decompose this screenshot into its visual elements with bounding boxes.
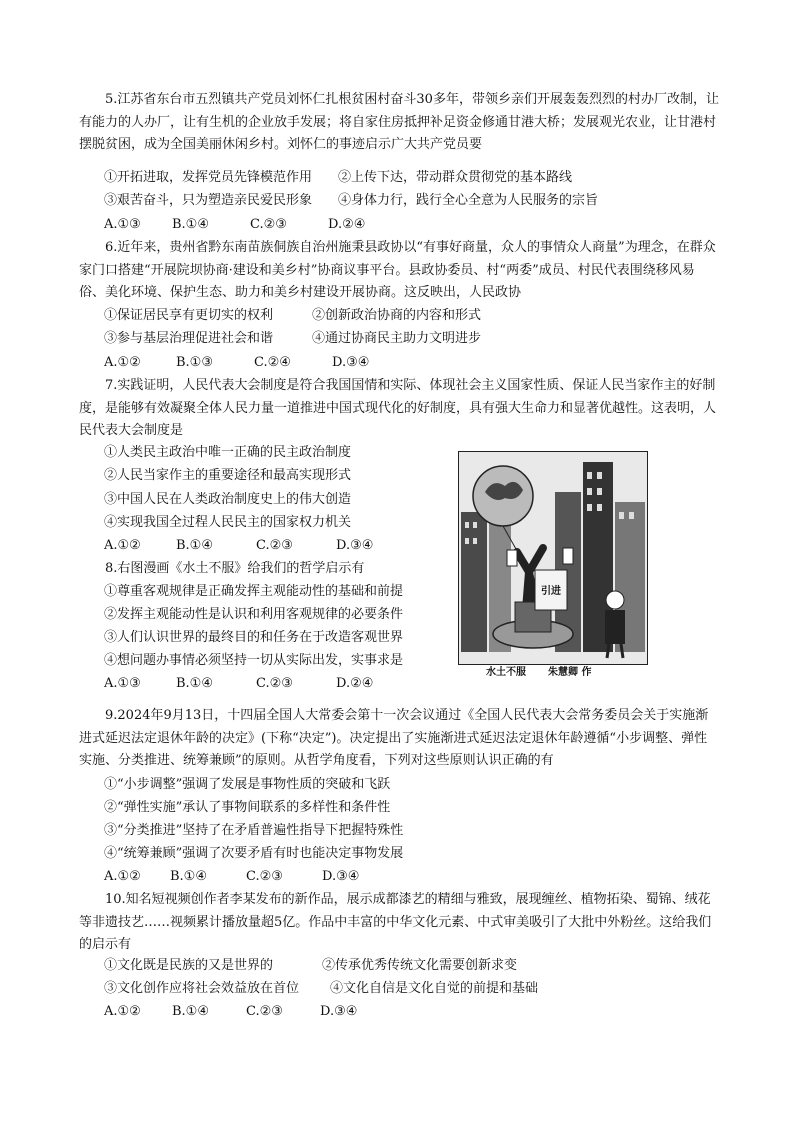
question-8-stem: 8.右图漫画《水土不服》给我们的哲学启示有 — [105, 561, 365, 576]
question-5-statements-row2 — [104, 190, 598, 213]
q7-answer-b[interactable]: B.①④ — [176, 538, 213, 553]
q10-answer-a[interactable]: A.①② — [104, 1004, 141, 1019]
question-6-answers — [104, 352, 369, 375]
q9-answer-d[interactable]: D.③④ — [322, 869, 360, 884]
question-6-statements-row1 — [104, 305, 481, 328]
cartoon-image — [458, 451, 648, 665]
q6-statement-2: ②创新政治协商的内容和形式 — [312, 308, 482, 323]
q9-answer-a[interactable]: A.①② — [104, 869, 141, 884]
q7-answer-c[interactable]: C.②③ — [256, 538, 293, 553]
question-9-stem: 9.2024年9月13日，十四届全国人大常委会第十一次会议通过《全国人民代表大会常务委员会关于实施渐进式延迟法定退休年龄的决定》(下称“决定”)。决定提出了实施渐进式延迟法定退休年龄遵循“小步调整、弹性实施、分类推进、统筹兼顾”的原则。从哲学角度看，下列对这些原则认识正确的有 — [79, 708, 709, 768]
cartoon-title: 水土不服 — [486, 667, 526, 678]
q8-answer-d[interactable]: D.②④ — [336, 676, 374, 691]
q8-answer-b[interactable]: B.①④ — [176, 676, 213, 691]
q10-statement-2: ②传承优秀传统文化需要创新求变 — [322, 958, 518, 973]
question-10-stem: 10.知名短视频创作者李某发布的新作品，展示成都漆艺的精细与雅致，展现缠丝、植物拓染、蜀锦、绒花等非遗技艺……视频累计播放量超5亿。作品中丰富的中华文化元素、中式审美吸引了大批中外粉丝。这给我们的启示有 — [79, 892, 712, 952]
cartoon-sign-text: 引进 — [541, 586, 561, 597]
q6-statement-1: ①保证居民享有更切实的权利 — [104, 308, 274, 323]
q8-statement-3: ③人们认识世界的最终目的和任务在于改造客观世界 — [104, 630, 404, 645]
cartoon-author: 朱慧卿 作 — [548, 667, 592, 678]
q5-statement-1: ①开拓进取，发挥党员先锋模范作用 — [104, 170, 313, 185]
q8-answer-a[interactable]: A.①③ — [104, 676, 141, 691]
q9-statement-4: ④“统筹兼顾”强调了次要矛盾有时也能决定事物发展 — [104, 846, 404, 861]
q7-answer-a[interactable]: A.①② — [104, 538, 141, 553]
q6-answer-b[interactable]: B.①③ — [176, 355, 213, 370]
question-5-answers — [104, 214, 365, 237]
q5-statement-3: ③艰苦奋斗，只为塑造亲民爱民形象 — [104, 193, 313, 208]
q6-answer-c[interactable]: C.②④ — [254, 355, 291, 370]
q10-statement-3: ③文化创作应将社会效益放在首位 — [104, 981, 300, 996]
q8-statement-4: ④想问题办事情必须坚持一切从实际出发，实事求是 — [104, 653, 404, 668]
question-5-stem: 5.江苏省东台市五烈镇共产党员刘怀仁扎根贫困村奋斗30多年，带领乡亲们开展轰轰烈烈的村办厂改制，让有能力的人办厂，让有生机的企业放手发展；将自家住房抵押补足资金修通甘港大桥；发展观光农业，让甘港村摆脱贫困，成为全国美丽休闲乡村。刘怀仁的事迹启示广大共产党员要 — [79, 92, 719, 152]
cartoon-caption — [486, 666, 613, 680]
q5-statement-4: ④身体力行，践行全心全意为人民服务的宗旨 — [338, 193, 599, 208]
q7-statement-1: ①人类民主政治中唯一正确的民主政治制度 — [104, 445, 352, 460]
question-10-answers — [104, 1001, 357, 1024]
question-7-answers — [104, 535, 373, 558]
question-10-statements-row1 — [104, 955, 517, 978]
q9-statement-2: ②“弹性实施”承认了事物间联系的多样性和条件性 — [104, 800, 391, 815]
q8-statement-1: ①尊重客观规律是正确发挥主观能动性的基础和前提 — [104, 584, 404, 599]
q5-answer-b[interactable]: B.①④ — [172, 217, 209, 232]
q10-answer-b[interactable]: B.①④ — [172, 1004, 209, 1019]
q7-statement-3: ③中国人民在人类政治制度史上的伟大创造 — [104, 492, 352, 507]
question-7-stem: 7.实践证明，人民代表大会制度是符合我国国情和实际、体现社会主义国家性质、保证人民当家作主的好制度，是能够有效凝聚全体人民力量一道推进中国式现代化的好制度，具有强大生命力和显著优越性。这表明，人民代表大会制度是 — [79, 378, 717, 438]
q8-statement-2: ②发挥主观能动性是认识和利用客观规律的必要条件 — [104, 607, 404, 622]
q10-answer-c[interactable]: C.②③ — [246, 1004, 283, 1019]
question-9-answers — [104, 866, 359, 889]
question-6-statements-row2 — [104, 328, 481, 351]
question-5-statements-row1 — [104, 167, 572, 190]
q5-answer-c[interactable]: C.②③ — [250, 217, 287, 232]
question-6-stem: 6.近年来，贵州省黔东南苗族侗族自治州施秉县政协以“有事好商量，众人的事情众人商量”为理念，在群众家门口搭建“开展院坝协商·建设和美乡村”协商议事平台。县政协委员、村“两委”成员、村民代表围绕移风易俗、美化环境、保护生态、助力和美乡村建设开展协商。这反映出，人民政协 — [79, 240, 716, 300]
q5-statement-2: ②上传下达，带动群众贯彻党的基本路线 — [338, 170, 573, 185]
q10-statement-1: ①文化既是民族的又是世界的 — [104, 958, 274, 973]
q9-statement-3: ③“分类推进”坚持了在矛盾普遍性指导下把握特殊性 — [104, 823, 404, 838]
question-10-statements-row2 — [104, 978, 538, 1001]
question-8-answers — [104, 673, 373, 696]
q5-answer-a[interactable]: A.①③ — [104, 217, 141, 232]
q8-answer-c[interactable]: C.②③ — [256, 676, 293, 691]
q7-answer-d[interactable]: D.③④ — [336, 538, 374, 553]
q7-statement-2: ②人民当家作主的重要途径和最高实现形式 — [104, 468, 352, 483]
q6-statement-3: ③参与基层治理促进社会和谐 — [104, 331, 274, 346]
q9-answer-b[interactable]: B.①④ — [170, 869, 207, 884]
q10-answer-d[interactable]: D.③④ — [320, 1004, 358, 1019]
cartoon-illustration — [459, 452, 647, 664]
q9-answer-c[interactable]: C.②③ — [246, 869, 283, 884]
q6-answer-d[interactable]: D.③④ — [332, 355, 370, 370]
q7-statement-4: ④实现我国全过程人民民主的国家权力机关 — [104, 515, 352, 530]
q5-answer-d[interactable]: D.②④ — [328, 217, 366, 232]
q10-statement-4: ④文化自信是文化自觉的前提和基础 — [330, 981, 539, 996]
q6-answer-a[interactable]: A.①② — [104, 355, 141, 370]
q9-statement-1: ①“小步调整”强调了发展是事物性质的突破和飞跃 — [104, 777, 391, 792]
q6-statement-4: ④通过协商民主助力文明进步 — [312, 331, 482, 346]
